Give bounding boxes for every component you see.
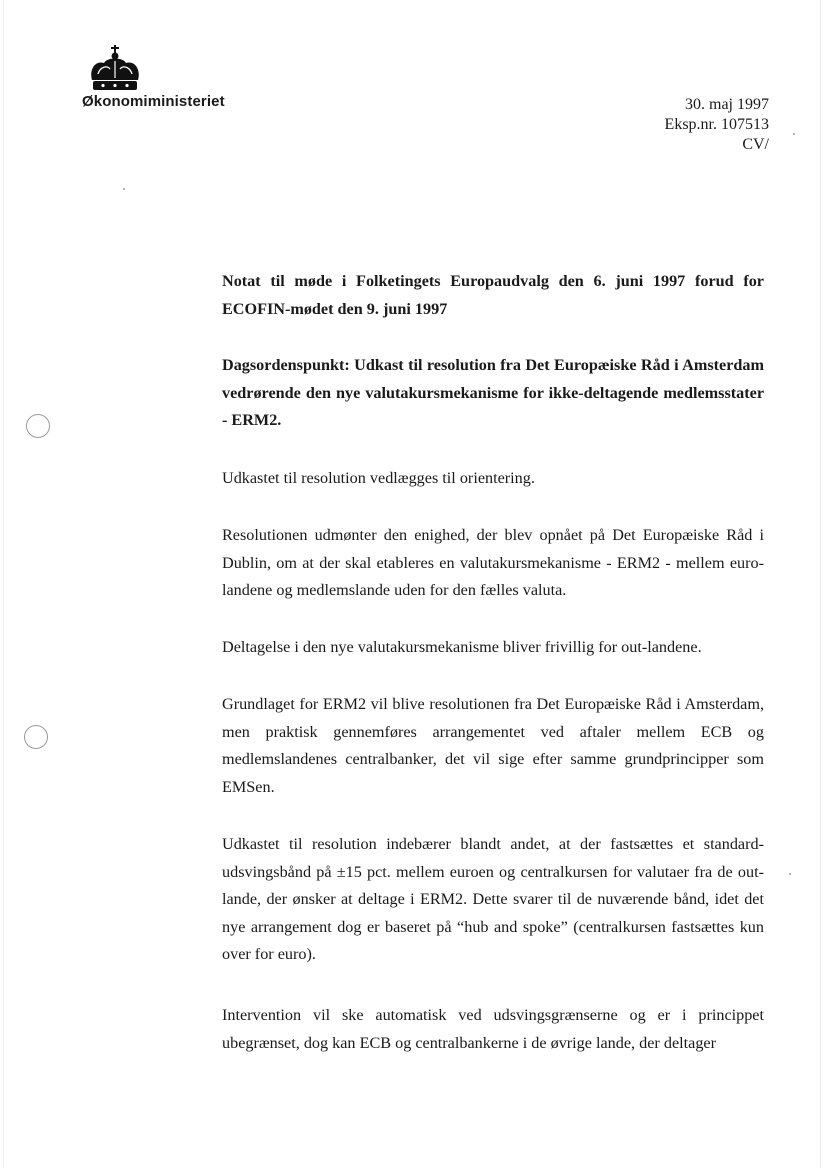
paragraph: Grundlaget for ERM2 vil blive resolutionen fra Det Europæiske Råd i Amsterdam, men praktisk gennemføres arrangementet ved aftaler mellem ECB og medlemslandenes centralbanker, det vil sige efter samme grundprincipper som EMSen. (222, 695, 764, 796)
page-edge (3, 0, 4, 1168)
agenda-item: Dagsordenspunkt: Udkast til resolution fra Det Europæiske Råd i Amsterdam vedrørende den nye valutakursmekanisme for ikke-deltagende medlemsstater - ERM2. (222, 356, 764, 429)
scan-speck (789, 873, 791, 875)
scan-speck (793, 133, 795, 135)
paragraph: Udkastet til resolution vedlægges til orientering. (222, 469, 535, 487)
paragraph: Intervention vil ske automatisk ved udsvingsgrænserne og er i princippet ubegrænset, dog kan ECB og centralbankerne i de øvrige lande, der deltager (222, 1006, 764, 1052)
punch-hole (26, 414, 50, 438)
crown-icon (86, 44, 144, 96)
paragraph: Udkastet til resolution indebærer blandt andet, at der fastsættes et standard-udsvingsbånd på ±15 pct. mellem euroen og centralkursen for valutaer fra de out-lande, der ønsker at deltage i ERM2. Dette svarer til de nuværende bånd, idet det nye arrangement dog er baseret på “hub and spoke” (centralkursen fastsættes kun over for euro). (222, 835, 764, 963)
paragraph: Deltagelse i den nye valutakursmekanisme bliver frivillig for out-landene. (222, 638, 702, 656)
memo-title: Notat til møde i Folketingets Europaudvalg den 6. juni 1997 forud for ECOFIN-mødet den 9. juni 1997 (222, 272, 764, 318)
punch-hole (24, 725, 48, 749)
paragraph: Resolutionen udmønter den enighed, der blev opnået på Det Europæiske Råd i Dublin, om at der skal etableres en valutakursmekanisme - ERM2 - mellem euro-landene og medlemslande uden for den fælles valuta. (222, 526, 764, 599)
page-edge (820, 0, 821, 1168)
reference-number: Eksp.nr. 107513 (664, 116, 769, 133)
document-meta (665, 95, 769, 155)
author-initials: CV/ (742, 136, 769, 153)
document-date: 30. maj 1997 (685, 96, 769, 113)
ministry-name: Økonomiministeriet (82, 93, 225, 110)
scan-speck (123, 188, 125, 190)
